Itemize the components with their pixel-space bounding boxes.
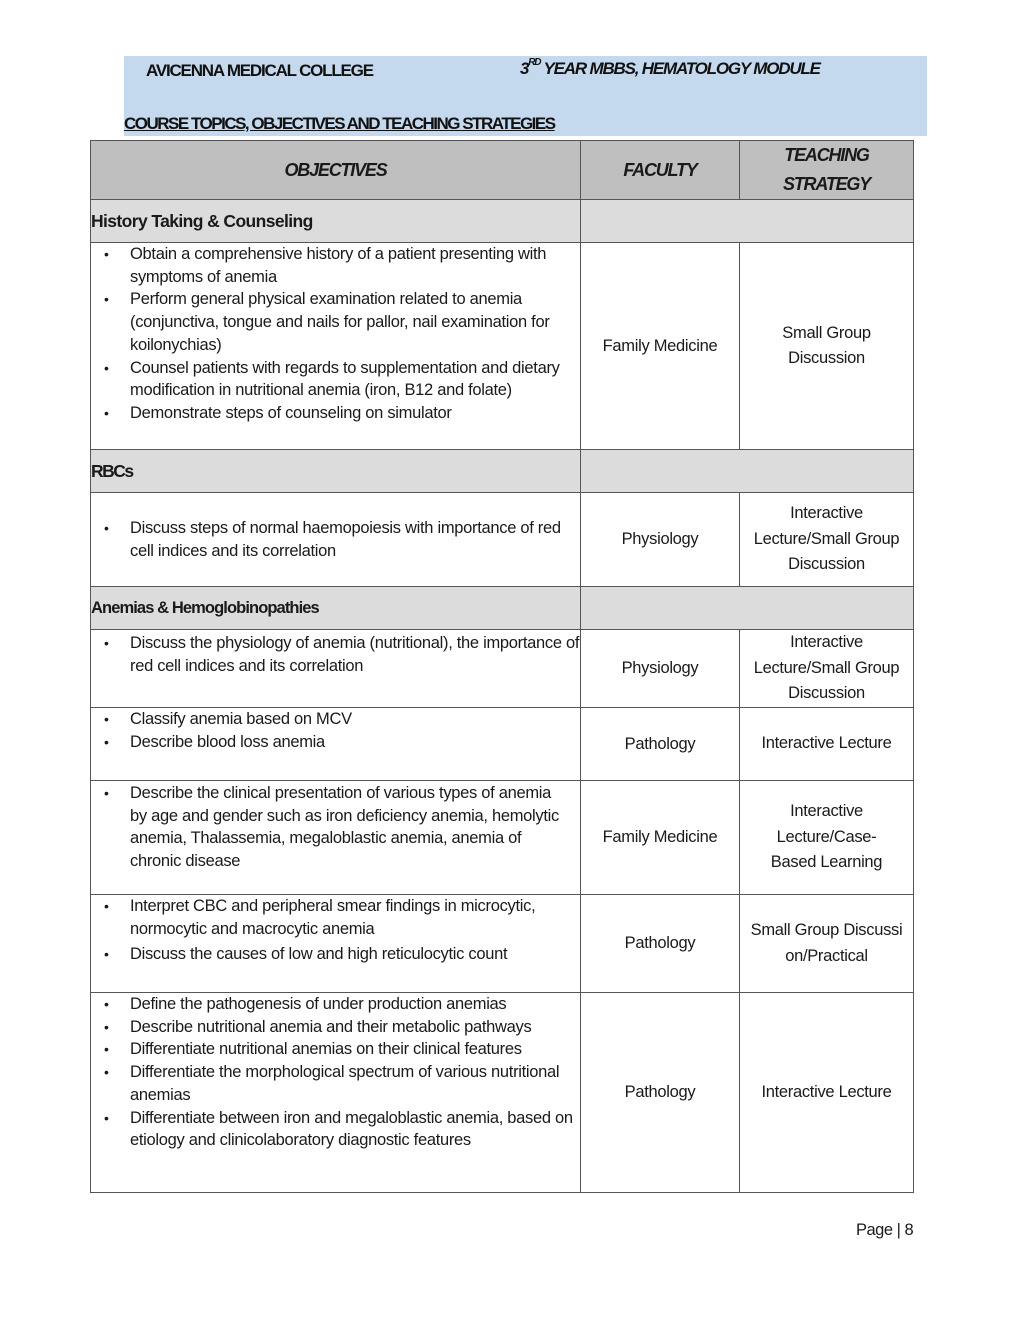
strategy-cell: Small Group Discussion xyxy=(740,243,914,450)
objective-item: • Differentiate between iron and megaloblastic anemia, based on etiology and clinicolaboratory diagnostic features xyxy=(130,1107,580,1152)
objective-item: • Demonstrate steps of counseling on simulator xyxy=(130,402,580,425)
section-label-anemias: Anemias & Hemoglobinopathies xyxy=(91,587,581,630)
objective-item: • Classify anemia based on MCV xyxy=(130,708,580,731)
objective-item: • Define the pathogenesis of under production anemias xyxy=(130,993,580,1016)
strategy-cell: Interactive Lecture/Small Group Discussion xyxy=(740,630,914,708)
table-row xyxy=(91,781,914,895)
objective-item: • Discuss the physiology of anemia (nutritional), the importance of red cell indices and its correlation xyxy=(130,632,580,677)
objectives-table xyxy=(90,140,914,1193)
strategy-cell: Small Group Discussion/Practical xyxy=(740,895,914,993)
strategy-cell: Interactive Lecture/Small Group Discussion xyxy=(740,493,914,587)
section-row-blank xyxy=(581,200,914,243)
faculty-cell: Physiology xyxy=(581,493,740,587)
table-row xyxy=(91,493,914,587)
faculty-cell: Physiology xyxy=(581,630,740,708)
section-row-anemias xyxy=(91,587,914,630)
objectives-cell xyxy=(91,243,581,450)
faculty-cell: Family Medicine xyxy=(581,781,740,895)
table-row xyxy=(91,895,914,993)
objective-item: • Differentiate the morphological spectrum of various nutritional anemias xyxy=(130,1061,580,1106)
objectives-cell xyxy=(91,493,581,587)
objective-item: • Interpret CBC and peripheral smear findings in microcytic, normocytic and macrocytic anemia xyxy=(130,895,580,940)
objective-item: • Obtain a comprehensive history of a patient presenting with symptoms of anemia xyxy=(130,243,580,288)
objectives-header: OBJECTIVES xyxy=(91,141,581,200)
objective-item: • Counsel patients with regards to supplementation and dietary modification in nutritional anemia (iron, B12 and folate) xyxy=(130,357,580,402)
objective-item: • Discuss the causes of low and high reticulocytic count xyxy=(130,943,580,966)
table-row xyxy=(91,708,914,781)
objective-item: • Describe nutritional anemia and their metabolic pathways xyxy=(130,1016,580,1039)
strategy-header xyxy=(740,141,914,200)
section-row-blank xyxy=(581,450,914,493)
objectives-cell xyxy=(91,708,581,781)
strategy-header-line2: STRATEGY xyxy=(782,174,871,194)
section-label-history: History Taking & Counseling xyxy=(91,200,581,243)
faculty-header: FACULTY xyxy=(581,141,740,200)
faculty-cell: Pathology xyxy=(581,895,740,993)
objectives-cell xyxy=(91,993,581,1193)
module-name: YEAR MBBS, HEMATOLOGY MODULE xyxy=(540,59,820,78)
section-row-rbcs xyxy=(91,450,914,493)
section-title: COURSE TOPICS, OBJECTIVES AND TEACHING STRATEGIES xyxy=(124,114,555,133)
page-number: Page | 8 xyxy=(856,1221,914,1239)
section-label-rbcs: RBCs xyxy=(91,450,581,493)
faculty-cell: Family Medicine xyxy=(581,243,740,450)
table-row xyxy=(91,243,914,450)
strategy-cell: Interactive Lecture xyxy=(740,708,914,781)
objective-item: • Describe the clinical presentation of various types of anemia by age and gender such as iron deficiency anemia, hemolytic anemia, Thalassemia, megaloblastic anemia, anemia of chronic disease xyxy=(130,782,566,873)
objective-item: • Describe blood loss anemia xyxy=(130,731,580,754)
objective-item: • Perform general physical examination related to anemia (conjunctiva, tongue and nails for pallor, nail examination for koilonychias) xyxy=(130,288,580,356)
faculty-cell: Pathology xyxy=(581,993,740,1193)
table-row xyxy=(91,630,914,708)
strategy-cell: Interactive Lecture xyxy=(740,993,914,1193)
objective-item: • Differentiate nutritional anemias on their clinical features xyxy=(130,1038,580,1061)
objectives-cell xyxy=(91,895,581,993)
section-row-history xyxy=(91,200,914,243)
strategy-cell: Interactive Lecture/Case-Based Learning xyxy=(740,781,914,895)
module-ordinal: 3 xyxy=(520,59,529,78)
module-ordinal-suffix: RD xyxy=(528,57,541,69)
objective-item: • Discuss steps of normal haemopoiesis with importance of red cell indices and its correlation xyxy=(130,517,580,562)
objectives-cell xyxy=(91,781,581,895)
objectives-cell xyxy=(91,630,581,708)
faculty-cell: Pathology xyxy=(581,708,740,781)
section-row-blank xyxy=(581,587,914,630)
table-header-row xyxy=(91,141,914,200)
table-row xyxy=(91,993,914,1193)
strategy-header-line1: TEACHING xyxy=(784,145,869,165)
college-name: AVICENNA MEDICAL COLLEGE xyxy=(146,61,373,80)
module-title xyxy=(520,59,820,79)
